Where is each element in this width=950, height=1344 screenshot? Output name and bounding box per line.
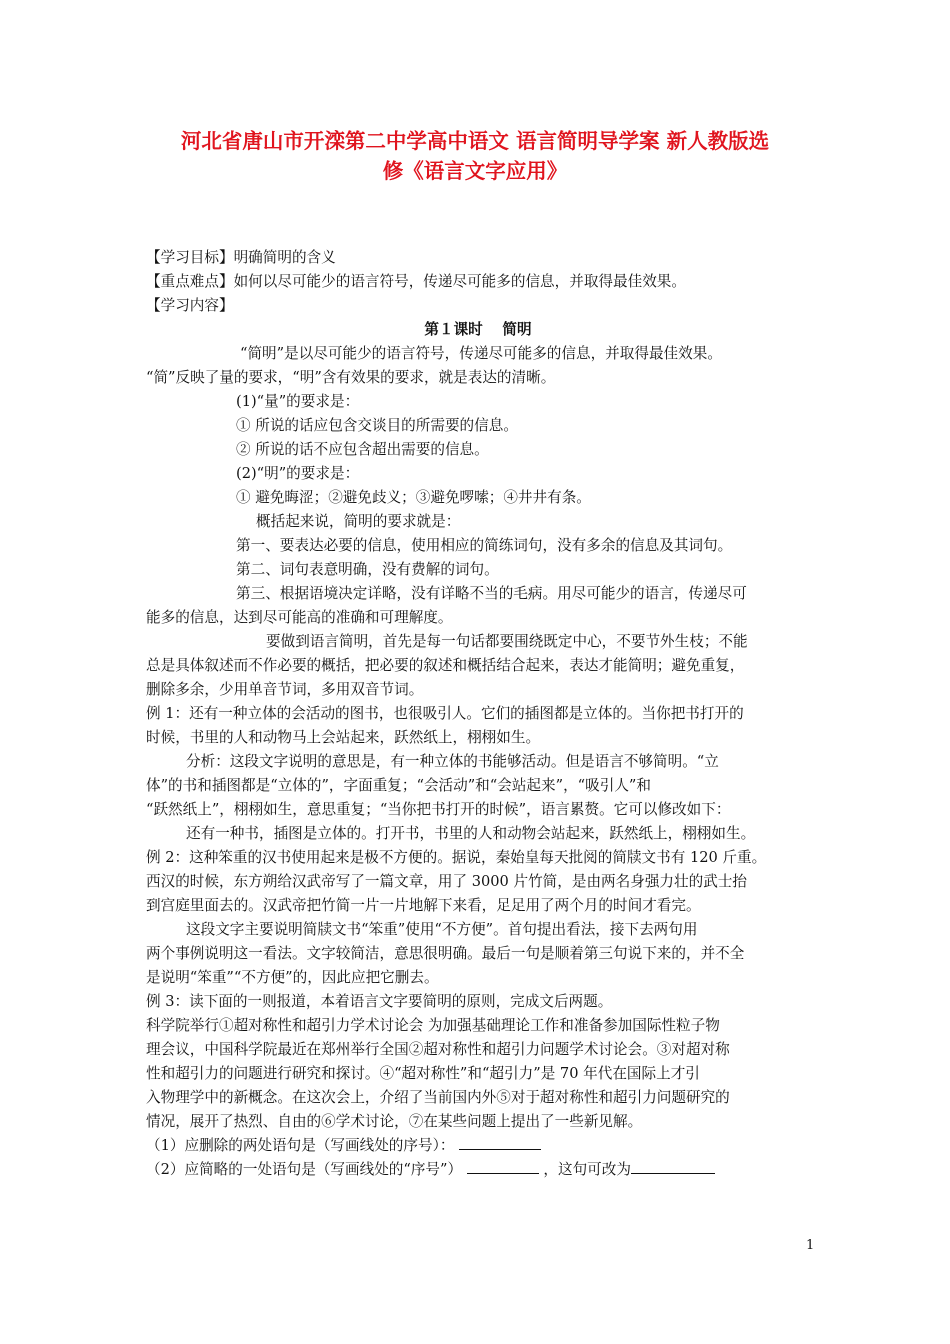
- paragraph-line: 第二、词句表意明确，没有费解的词句。: [236, 561, 499, 578]
- report-line: 科学院举行①超对称性和超引力学术讨论会 为加强基础理论工作和准备参加国际性粒子物: [146, 1017, 720, 1034]
- list-item: ② 所说的话不应包含超出需要的信息。: [236, 441, 489, 458]
- key-difficulty: 【重点难点】如何以尽可能少的语言符号，传递尽可能多的信息，并取得最佳效果。: [146, 273, 686, 290]
- example-line: 到宫庭里面去的。汉武帝把竹简一片一片地解下来看，足足用了两个月的时间才看完。: [146, 897, 701, 914]
- question-1: [146, 1134, 810, 1158]
- report-line: 情况，展开了热烈、自由的⑥学术讨论，⑦在某些问题上提出了一些新见解。: [146, 1113, 643, 1130]
- report-line: 入物理学中的新概念。在这次会上，介绍了当前国内外⑤对于超对称性和超引力问题研究的: [146, 1089, 730, 1106]
- example-line: 西汉的时候，东方朔给汉武帝写了一篇文章，用了 3000 片竹简，是由两名身强力壮的武士抬: [146, 873, 747, 890]
- list-item: ① 避免晦涩；②避免歧义；③避免啰嗦；④井井有条。: [236, 489, 591, 506]
- document-title: [120, 126, 830, 186]
- analysis-line: 体”的书和插图都是“立体的”，字面重复；“会活动”和“会站起来”，“吸引人”和: [146, 777, 651, 794]
- title-line-2: 修《语言文字应用》: [382, 159, 568, 183]
- report-line: 理会议，中国科学院最近在郑州举行全国②超对称性和超引力问题学术讨论会。③对超对称: [146, 1041, 730, 1058]
- example-line: 例 3：读下面的一则报道，本着语言文字要简明的原则，完成文后两题。: [146, 993, 613, 1010]
- question-2-text: （2）应简略的一处语句是（写画线处的“序号”）: [146, 1161, 463, 1178]
- question-1-text: （1）应删除的两处语句是（写画线处的序号）：: [146, 1137, 455, 1154]
- answer-blank[interactable]: [467, 1159, 539, 1174]
- document-body: [146, 246, 810, 1182]
- paragraph-line: 第一、要表达必要的信息，使用相应的简练词句，没有多余的信息及其词句。: [236, 537, 733, 554]
- analysis-line: 两个事例说明这一看法。文字较简洁，意思很明确。最后一句是顺着第三句说下来的，并不全: [146, 945, 745, 962]
- learning-content-heading: 【学习内容】: [146, 297, 234, 314]
- paragraph-line: 能多的信息，达到尽可能高的准确和可理解度。: [146, 609, 453, 626]
- revised-line: 还有一种书，插图是立体的。打开书，书里的人和动物会站起来，跃然纸上，栩栩如生。: [186, 825, 756, 842]
- paragraph-line: 要做到语言简明，首先是每一句话都要围绕既定中心，不要节外生枝；不能: [266, 633, 748, 650]
- list-heading: (1)“量”的要求是：: [236, 393, 360, 410]
- question-2: [146, 1158, 810, 1182]
- paragraph-line: “简”反映了量的要求，“明”含有效果的要求，就是表达的清晰。: [146, 369, 556, 386]
- paragraph-line: 概括起来说，简明的要求就是：: [256, 513, 461, 530]
- question-2-tail: ，这句可改为: [543, 1161, 631, 1178]
- list-item: ① 所说的话应包含交谈目的所需要的信息。: [236, 417, 518, 434]
- lesson-heading: 第１课时 简明: [424, 321, 532, 338]
- answer-blank[interactable]: [631, 1159, 715, 1174]
- paragraph-line: 删除多余，少用单音节词，多用双音节词。: [146, 681, 424, 698]
- paragraph-line: “简明”是以尽可能少的语言符号，传递尽可能多的信息，并取得最佳效果。: [240, 345, 722, 362]
- report-line: 性和超引力的问题进行研究和探讨。④“超对称性”和“超引力”是 70 年代在国际上才引: [146, 1065, 700, 1082]
- title-line-1: 河北省唐山市开滦第二中学高中语文 语言简明导学案 新人教版选: [180, 129, 770, 153]
- analysis-line: “跃然纸上”，栩栩如生，意思重复；“当你把书打开的时候”，语言累赘。它可以修改如下：: [146, 801, 731, 818]
- analysis-line: 是说明“笨重”“不方便”的，因此应把它删去。: [146, 969, 439, 986]
- example-line: 例 2：这种笨重的汉书使用起来是极不方便的。据说，秦始皇每天批阅的简牍文书有 120 斤重。: [146, 849, 767, 866]
- paragraph-line: 总是具体叙述而不作必要的概括，把必要的叙述和概括结合起来，表达才能简明；避免重复，: [146, 657, 745, 674]
- answer-blank[interactable]: [459, 1135, 541, 1150]
- analysis-line: 这段文字主要说明简牍文书“笨重”使用“不方便”。首句提出看法，接下去两句用: [186, 921, 698, 938]
- list-heading: (2)“明”的要求是：: [236, 465, 360, 482]
- page-number: 1: [806, 1238, 815, 1253]
- example-line: 例 1：还有一种立体的会活动的图书，也很吸引人。它们的插图都是立体的。当你把书打开的: [146, 705, 744, 722]
- analysis-line: 分析：这段文字说明的意思是，有一种立体的书能够活动。但是语言不够简明。“立: [186, 753, 719, 770]
- paragraph-line: 第三、根据语境决定详略，没有详略不当的毛病。用尽可能少的语言，传递尽可: [236, 585, 747, 602]
- example-line: 时候，书里的人和动物马上会站起来，跃然纸上，栩栩如生。: [146, 729, 541, 746]
- learning-goal: 【学习目标】明确简明的含义: [146, 249, 336, 266]
